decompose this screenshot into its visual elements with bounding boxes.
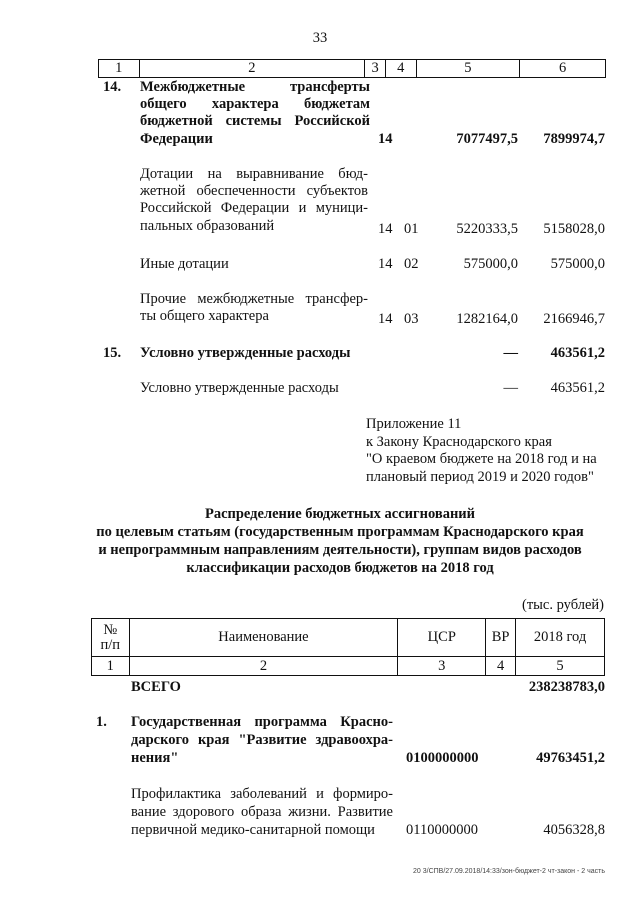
col-header-5: 5 — [416, 60, 520, 78]
footer-stamp: 20 3/СПВ/27.09.2018/14:33/зон-бюджет-2 чт-закон - 2 часть — [413, 868, 605, 875]
section-14-number: 14. — [103, 79, 122, 95]
heading-line: и непрограммным направлениям деятельности), группам видов расходов — [98, 542, 582, 558]
item-name-line: нения" — [131, 750, 179, 766]
section-14-title-line: Федерации — [140, 131, 213, 147]
total-label: ВСЕГО — [131, 679, 181, 695]
header-colnum-4: 4 — [486, 657, 516, 676]
appendix-line: "О краевом бюджете на 2018 год и на — [366, 451, 597, 467]
col-header-4: 4 — [385, 60, 416, 78]
item-value: 49763451,2 — [536, 750, 605, 766]
row-name-line: Российской Федерации и муници- — [140, 200, 368, 216]
header-colnum-2: 2 — [129, 657, 398, 676]
header-colnum-3: 3 — [398, 657, 486, 676]
row-value-2019: 5158028,0 — [543, 221, 605, 237]
subprogram-value: 4056328,8 — [543, 822, 605, 838]
header-year: 2018 год — [516, 619, 605, 657]
section-14-code: 14 — [378, 131, 393, 147]
page-number: 33 — [312, 30, 328, 46]
col-header-3: 3 — [365, 60, 386, 78]
section-14-title-line: бюджетной системы Российской — [140, 113, 370, 129]
column-header-row — [98, 59, 606, 78]
header-number-pp: п/п — [100, 636, 121, 653]
row-name-line: Иные дотации — [140, 256, 229, 272]
header-number-symbol: № — [103, 621, 118, 638]
subprogram-name-line: Профилактика заболеваний и формиро- — [131, 786, 393, 802]
row-name-line: Дотации на выравнивание бюд- — [140, 166, 368, 182]
row-value: 463561,2 — [550, 380, 605, 396]
col-header-2: 2 — [139, 60, 365, 78]
row-name-line: Прочие межбюджетные трансфер- — [140, 291, 368, 307]
section-14-title-line: общего характера бюджетам — [140, 96, 370, 112]
header-number-cell — [92, 619, 130, 657]
row-name-line: Условно утвержденные расходы — [140, 380, 339, 396]
units-label: (тыс. рублей) — [522, 597, 604, 613]
row-section-code: 14 — [378, 256, 393, 272]
row-value-2018: 1282164,0 — [456, 311, 518, 327]
header-name: Наименование — [129, 619, 398, 657]
item-csr: 0100000000 — [406, 750, 479, 766]
item-name-line: Государственная программа Красно- — [131, 714, 393, 730]
row-name-line: жетной обеспеченности субъектов — [140, 183, 368, 199]
row-name-line: ты общего характера — [140, 308, 269, 324]
allocation-table-header — [91, 618, 605, 676]
subprogram-name-line: вание здорового образа жизни. Развитие — [131, 804, 393, 820]
section-15-title: Условно утвержденные расходы — [140, 345, 351, 361]
col-header-6: 6 — [520, 60, 606, 78]
appendix-line: Приложение 11 — [366, 416, 462, 432]
section-15-dash: — — [503, 345, 518, 361]
row-subsection-code: 02 — [404, 256, 419, 272]
header-colnum-1: 1 — [92, 657, 130, 676]
row-subsection-code: 03 — [404, 311, 419, 327]
col-header-1: 1 — [99, 60, 140, 78]
subprogram-csr: 0110000000 — [406, 822, 478, 838]
header-colnum-5: 5 — [516, 657, 605, 676]
section-14-value-2018: 7077497,5 — [456, 131, 518, 147]
header-vr: ВР — [486, 619, 516, 657]
row-section-code: 14 — [378, 221, 393, 237]
section-14-title-line: Межбюджетные трансферты — [140, 79, 370, 95]
appendix-line: к Закону Краснодарского края — [366, 434, 552, 450]
row-value-2018: 575000,0 — [463, 256, 518, 272]
heading-line: по целевым статьям (государственным программам Краснодарского края — [96, 524, 584, 540]
heading-line: Распределение бюджетных ассигнований — [204, 506, 476, 522]
item-number: 1. — [96, 714, 107, 730]
section-15-value: 463561,2 — [550, 345, 605, 361]
row-dash: — — [503, 380, 518, 396]
total-value: 238238783,0 — [528, 679, 605, 695]
section-15-number: 15. — [103, 345, 122, 361]
item-name-line: дарского края "Развитие здравоохра- — [131, 732, 393, 748]
heading-line: классификации расходов бюджетов на 2018 год — [186, 560, 494, 576]
section-14-value-2019: 7899974,7 — [543, 131, 605, 147]
row-value-2019: 575000,0 — [550, 256, 605, 272]
row-value-2019: 2166946,7 — [543, 311, 605, 327]
appendix-line: плановый период 2019 и 2020 годов" — [366, 469, 594, 485]
row-value-2018: 5220333,5 — [456, 221, 518, 237]
row-subsection-code: 01 — [404, 221, 419, 237]
subprogram-name-line: первичной медико-санитарной помощи — [131, 822, 375, 838]
header-csr: ЦСР — [398, 619, 486, 657]
row-name-line: пальных образований — [140, 218, 275, 234]
row-section-code: 14 — [378, 311, 393, 327]
